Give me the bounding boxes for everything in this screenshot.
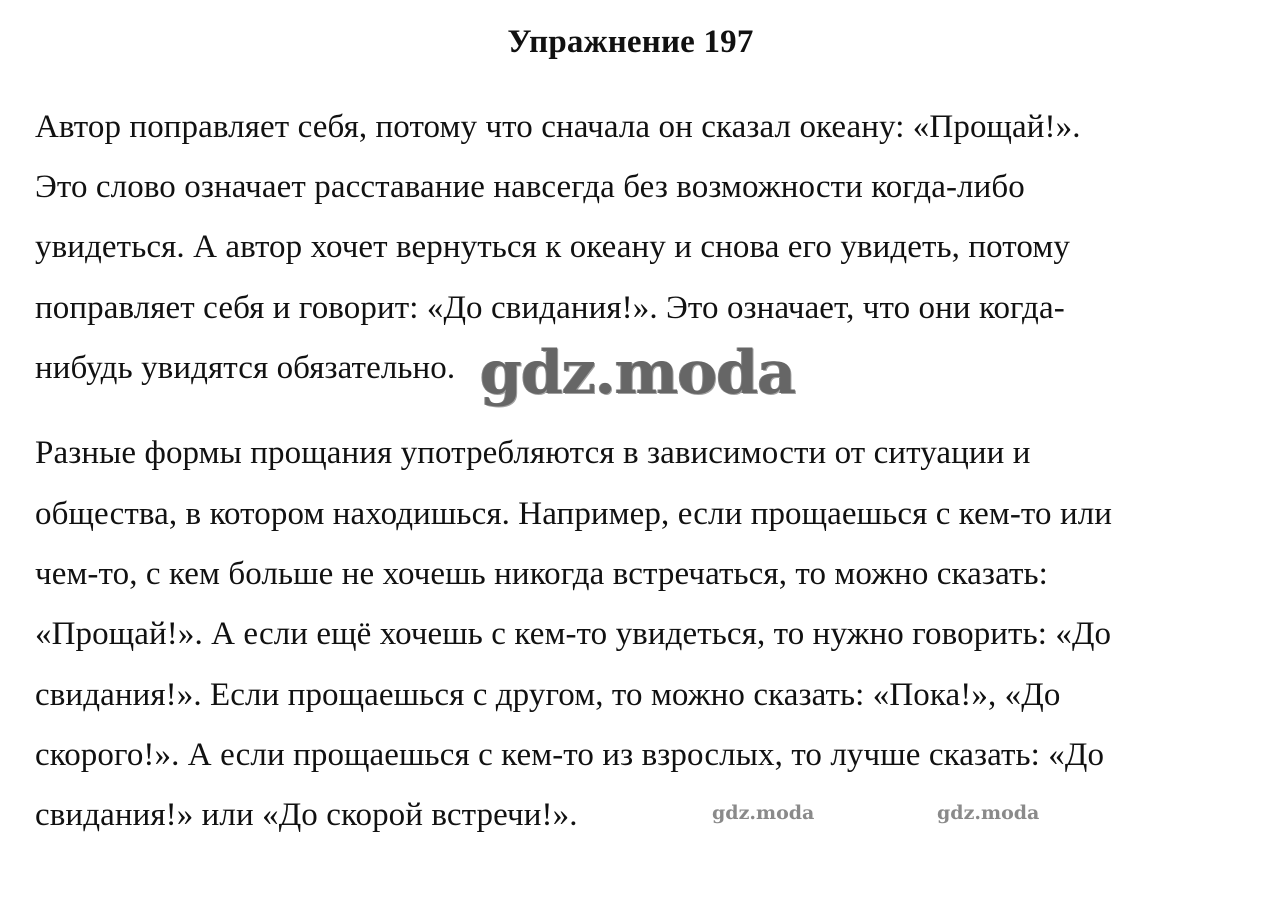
paragraph-1-line: Автор поправляет себя, потому что сначала он сказал океану: «Прощай!». bbox=[35, 109, 1081, 145]
paragraph-2-line: общества, в котором находишься. Например, если прощаешься с кем-то или bbox=[35, 496, 1113, 532]
paragraph-2-line: «Прощай!». А если ещё хочешь с кем-то увидеться, то нужно говорить: «До bbox=[35, 616, 1112, 652]
paragraph-2-line: свидания!» или «До скорой встречи!». bbox=[35, 797, 578, 833]
paragraph-2-line: скорого!». А если прощаешься с кем-то из взрослых, то лучше сказать: «До bbox=[35, 737, 1105, 773]
paragraph-1-line: поправляет себя и говорит: «До свидания!». Это означает, что они когда- bbox=[35, 290, 1065, 326]
paragraph-1-line: увидеться. А автор хочет вернуться к океану и снова его увидеть, потому bbox=[35, 229, 1070, 265]
paragraph-2-line: чем-то, с кем больше не хочешь никогда встречаться, то можно сказать: bbox=[35, 556, 1048, 592]
watermark-footer-right: gdz.moda bbox=[937, 802, 1040, 824]
paragraph-2-line: Разные формы прощания употребляются в зависимости от ситуации и bbox=[35, 435, 1031, 471]
paragraph-2-line: свидания!». Если прощаешься с другом, то можно сказать: «Пока!», «До bbox=[35, 677, 1061, 713]
watermark-footer-left: gdz.moda bbox=[712, 802, 815, 824]
paragraph-1-line: нибудь увидятся обязательно. bbox=[35, 350, 456, 386]
watermark-main: gdz.moda bbox=[480, 338, 796, 408]
exercise-title: Упражнение 197 bbox=[507, 24, 754, 60]
paragraph-1-line: Это слово означает расставание навсегда без возможности когда-либо bbox=[35, 169, 1025, 205]
